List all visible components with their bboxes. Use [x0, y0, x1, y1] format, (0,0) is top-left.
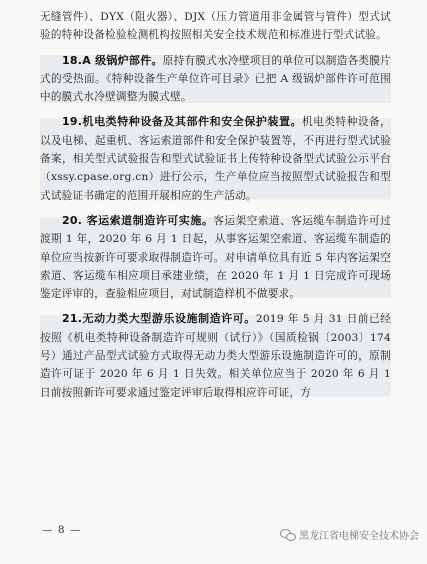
- item-heading: 19.机电类特种设备及其部件和安全保护装置。: [62, 115, 303, 129]
- paragraph-text: 机电类特种设备，以及电梯、起重机、客运索道部件和安全保护装置等，不再进行型式试验备案，相关型式试验报告和型式试验证书上传特种设备型式试验公示平台（xssy.cpase.org.cn）进行公示，生产单位应当按照型式试验报告和型式试验证书确定的范围开展相应的生产活动。: [40, 116, 391, 202]
- document-body: [40, 8, 391, 402]
- paragraph-continuation: [40, 8, 391, 45]
- item-heading: 21.无动力类大型游乐设施制造许可。: [62, 312, 256, 326]
- paragraph-text: 客运架空索道、客运缆车制造许可过渡期 1 年，2020 年 6 月 1 日起，从事客运架空索道、客运缆车制造的单位应当按新许可要求取得制造许可。对申请单位具有近 5 年内客运架空索道、客运缆车相应项目承建业绩，在 2020 年 1 月 1 日完成许可现场鉴定评审的，查验相应项目，对试制造样机不做要求。: [40, 214, 391, 301]
- paragraph-item-18: [40, 52, 391, 107]
- item-heading: 18.A 级锅炉部件。: [62, 53, 163, 67]
- paragraph-item-19: [40, 113, 391, 204]
- page-number: — 8 —: [42, 524, 82, 536]
- paragraph-text: 原持有膜式水冷壁项目的单位可以制造各类膜片式的受热面。《特种设备生产单位许可目录》已把 A 级锅炉部件许可范围中的膜式水冷壁调整为膜式壁。: [40, 54, 391, 104]
- paragraph-text: 2019 年 5 月 31 日前已经按照《机电类特种设备制造许可规则（试行）》（国质检锅〔2003〕174 号）通过产品型式试验方式取得无动力类大型游乐设施制造许可的，原制造许可证于 2020 年 6 月 1 日失效。相关单位应当于 2020 年 6 月 1 日前按照新许可要求通过鉴定评审后取得相应许可证，方: [40, 313, 391, 399]
- watermark: [280, 527, 419, 542]
- paragraph-text: 无缝管件）、DYX（阻火器）、DJX（压力管道用非金属管与管件）型式试验的特种设备检验检测机构按照相关安全技术规范和标准进行型式试验。: [40, 11, 391, 42]
- item-heading: 20. 客运索道制造许可实施。: [62, 213, 214, 227]
- paragraph-item-21: [40, 310, 391, 401]
- watermark-text: 黑龙江省电梯安全技术协会: [299, 531, 419, 542]
- wechat-icon: [280, 529, 295, 540]
- paragraph-item-20: [40, 212, 391, 303]
